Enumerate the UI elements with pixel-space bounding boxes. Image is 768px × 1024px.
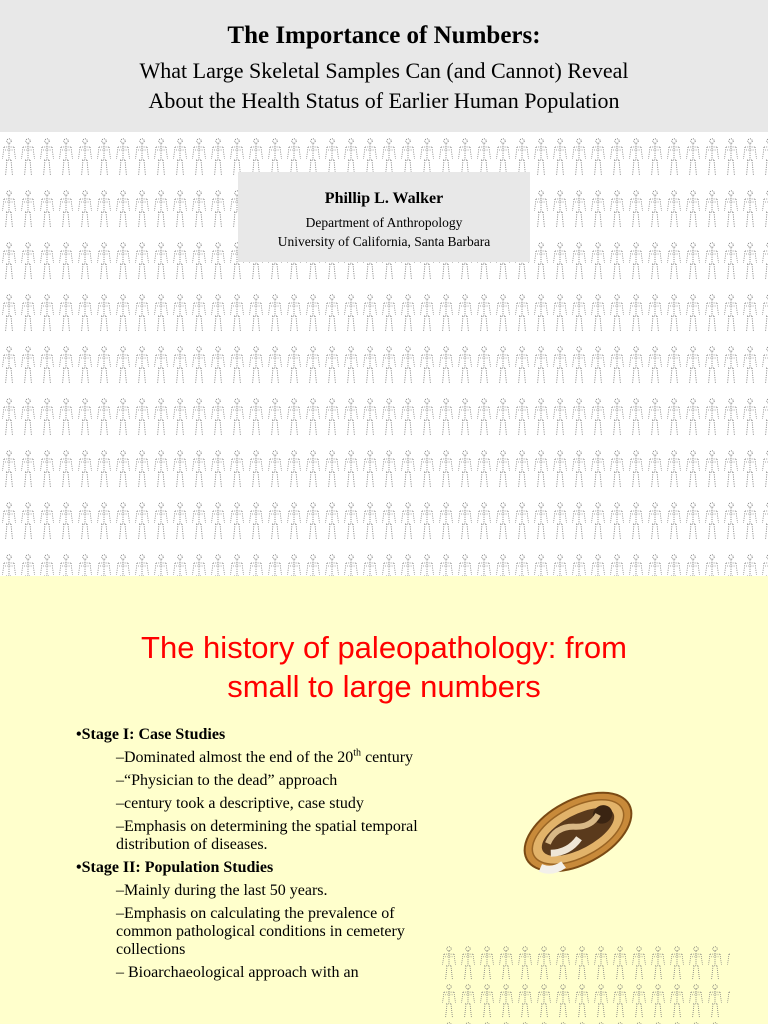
- stage-2-item: –Emphasis on calculating the prevalence of common pathological conditions in cemetery collections: [116, 905, 405, 958]
- stage-1-heading: •Stage I: Case Studies: [76, 726, 226, 743]
- mummy-coffin-image: [516, 776, 640, 888]
- history-slide: [0, 576, 768, 1024]
- author-name: Phillip L. Walker: [324, 190, 444, 207]
- author-box: [238, 172, 530, 262]
- bullet-list: [76, 726, 436, 987]
- ordinal-suffix: th: [353, 747, 362, 759]
- slide-subtitle-line-1: What Large Skeletal Samples Can (and Cannot) Reveal: [139, 58, 629, 83]
- author-department: Department of Anthropology: [305, 215, 463, 230]
- history-slide-title-line-2: small to large numbers: [227, 669, 541, 704]
- stage-1-item-text: –Dominated almost the end of the 20: [116, 749, 354, 766]
- stage-2-heading: •Stage II: Population Studies: [76, 859, 274, 876]
- slide-subtitle-line-2: About the Health Status of Earlier Human Population: [148, 88, 620, 113]
- history-slide-title-line-1: The history of paleopathology: from: [141, 630, 627, 665]
- stage-1-item-text-end: century: [361, 749, 414, 766]
- title-band: [0, 0, 768, 132]
- skeleton-strip-image: [440, 946, 740, 1024]
- stage-2-item: – Bioarchaeological approach with an: [116, 964, 359, 981]
- author-institution: University of California, Santa Barbara: [277, 234, 491, 249]
- slide-title: The Importance of Numbers:: [227, 22, 541, 49]
- stage-1-item: –“Physician to the dead” approach: [116, 772, 338, 789]
- stage-1-item: [116, 749, 436, 767]
- history-slide-title: [0, 628, 768, 706]
- stage-1-item: –century took a descriptive, case study: [116, 795, 364, 812]
- stage-1-item: –Emphasis on determining the spatial temporal distribution of diseases.: [116, 818, 418, 853]
- stage-2-item: –Mainly during the last 50 years.: [116, 882, 328, 899]
